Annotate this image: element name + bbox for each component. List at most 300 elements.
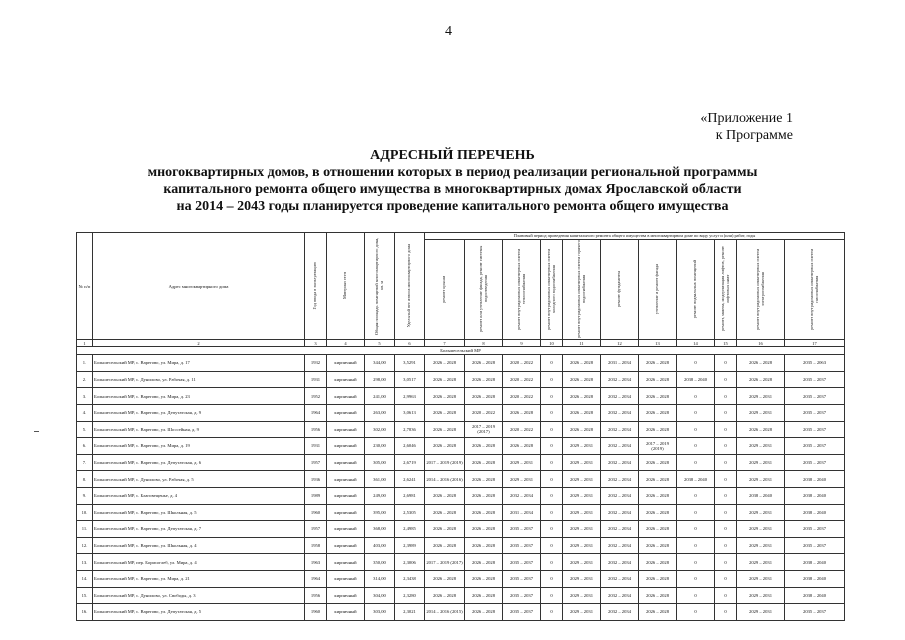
- table-cell: 2026 – 2028: [465, 570, 503, 587]
- table-cell: 2029 – 2031: [563, 587, 601, 604]
- table-cell: 2,7836: [395, 421, 425, 438]
- table-cell: 2026 – 2028: [425, 388, 465, 405]
- table-cell: 2020 – 2022: [503, 371, 541, 388]
- table-cell: 2026 – 2028: [737, 355, 785, 372]
- table-cell: 2017 – 2019 (2019): [639, 438, 677, 455]
- column-header: [465, 240, 503, 340]
- column-header-text: Адрес многоквартирного дома: [168, 283, 229, 289]
- column-header: [77, 233, 93, 340]
- table-cell: 2026 – 2028: [465, 454, 503, 471]
- table-cell: 1963: [305, 554, 327, 571]
- table-cell: 2014 – 2016 (2016): [425, 471, 465, 488]
- column-number: 10: [541, 340, 563, 347]
- table-cell: 2026 – 2028: [639, 587, 677, 604]
- column-number: 16: [737, 340, 785, 347]
- table-cell: 0: [677, 438, 715, 455]
- table-cell: 2029 – 2031: [563, 454, 601, 471]
- table-cell: 2032 – 2034: [601, 388, 639, 405]
- table-cell: 0: [677, 355, 715, 372]
- table-cell: 0: [541, 355, 563, 372]
- row-address: Большесельский МР, с. Варегово, ул. Мира, д. 17: [93, 355, 305, 372]
- table-cell: 0: [715, 355, 737, 372]
- table-cell: 2032 – 2034: [601, 554, 639, 571]
- row-number: 13.: [77, 554, 93, 571]
- column-number: 2: [93, 340, 305, 347]
- page-number: 4: [445, 24, 452, 39]
- table-cell: 2026 – 2028: [639, 471, 677, 488]
- table-cell: 2032 – 2034: [601, 371, 639, 388]
- table-cell: 0: [715, 604, 737, 621]
- table-cell: кирпичный: [327, 388, 365, 405]
- column-header-text: ремонт крыши: [441, 275, 447, 303]
- table-cell: кирпичный: [327, 570, 365, 587]
- table-cell: 1952: [305, 388, 327, 405]
- table-row: [77, 570, 845, 587]
- row-address: Большесельский МР, пер. Борисоглеб, ул. Мира, д. 4: [93, 554, 305, 571]
- table-cell: 2029 – 2031: [563, 487, 601, 504]
- table-row: [77, 487, 845, 504]
- table-cell: 305,00: [365, 454, 395, 471]
- table-row: [77, 404, 845, 421]
- column-header-text: утепление и ремонт фасада: [654, 263, 660, 315]
- table-cell: 0: [677, 570, 715, 587]
- table-cell: 2035 – 2037: [503, 587, 541, 604]
- table-cell: 2026 – 2028: [639, 487, 677, 504]
- column-header: [93, 233, 305, 340]
- column-header: [425, 240, 465, 340]
- table-cell: 3,5291: [395, 355, 425, 372]
- address-list-table: [76, 232, 845, 621]
- table-cell: 0: [541, 454, 563, 471]
- table-cell: 2032 – 2034: [601, 504, 639, 521]
- table-cell: 1956: [305, 587, 327, 604]
- table-row: [77, 371, 845, 388]
- table-cell: 2029 – 2031: [737, 388, 785, 405]
- table-row: [77, 471, 845, 488]
- table-cell: 2032 – 2034: [601, 537, 639, 554]
- row-address: Большесельский МР, с. Дуниловo, ул. Рабочая, д. 5: [93, 471, 305, 488]
- table-cell: 2026 – 2028: [639, 554, 677, 571]
- table-cell: 0: [541, 521, 563, 538]
- column-header: [503, 240, 541, 340]
- column-header: [395, 233, 425, 340]
- table-cell: 0: [715, 504, 737, 521]
- row-number: 4.: [77, 404, 93, 421]
- column-header-text: Удельный вес износа многоквартирного дома: [406, 243, 412, 328]
- table-cell: 302,00: [365, 421, 395, 438]
- row-number: 14.: [77, 570, 93, 587]
- appendix-note: [700, 110, 793, 144]
- table-cell: 2017 – 2019 (2019): [425, 454, 465, 471]
- table-cell: 2026 – 2028: [425, 487, 465, 504]
- table-cell: 2035 – 2037: [785, 388, 845, 405]
- title-line-2: многоквартирных домов, в отношении которых в период реализации региональной программы: [147, 165, 758, 180]
- table-row: [77, 355, 845, 372]
- column-header: [305, 233, 327, 340]
- table-cell: 0: [541, 587, 563, 604]
- column-header: [715, 240, 737, 340]
- table-cell: 0: [677, 587, 715, 604]
- table-cell: 2035 – 2063: [785, 355, 845, 372]
- table-cell: 2026 – 2028: [639, 521, 677, 538]
- table-cell: 0: [715, 454, 737, 471]
- row-number: 6.: [77, 438, 93, 455]
- table-cell: 314,00: [365, 570, 395, 587]
- table-cell: 0: [541, 471, 563, 488]
- table-cell: 2035 – 2037: [785, 438, 845, 455]
- table-cell: 2029 – 2031: [563, 521, 601, 538]
- table-cell: 2026 – 2028: [639, 537, 677, 554]
- table-cell: 2020 – 2022: [503, 355, 541, 372]
- column-header-text: ремонт внутридомовых инженерных систем горячего водоснабжения: [575, 240, 586, 338]
- table-cell: 0: [715, 421, 737, 438]
- table-cell: 2014 – 2016 (2015): [425, 604, 465, 621]
- table-cell: 2017 – 2019 (2017): [425, 554, 465, 571]
- table-cell: 2026 – 2028: [465, 504, 503, 521]
- table-cell: 2035 – 2037: [785, 421, 845, 438]
- column-header: [327, 233, 365, 340]
- row-address: Большесельский МР, с. Дуниловo, ул. Рабочая, д. 11: [93, 371, 305, 388]
- table-cell: 1932: [305, 355, 327, 372]
- table-cell: 1931: [305, 438, 327, 455]
- table-cell: 2026 – 2028: [503, 438, 541, 455]
- column-number: 12: [601, 340, 639, 347]
- column-number: 14: [677, 340, 715, 347]
- table-cell: 2026 – 2028: [465, 521, 503, 538]
- title-line-4: на 2014 – 2043 годы планируется проведение капитального ремонта общего имущества: [176, 199, 729, 214]
- table-cell: 2038 – 2040: [785, 487, 845, 504]
- table-cell: 0: [715, 471, 737, 488]
- table-cell: 1936: [305, 471, 327, 488]
- appendix-line-2: к Программе: [715, 128, 793, 143]
- table-cell: 2038 – 2040: [785, 570, 845, 587]
- group-row: [77, 347, 845, 355]
- table-cell: 1958: [305, 537, 327, 554]
- table-cell: 2032 – 2034: [601, 521, 639, 538]
- table-cell: 1957: [305, 521, 327, 538]
- column-number: 15: [715, 340, 737, 347]
- table-cell: 2026 – 2028: [465, 355, 503, 372]
- table-cell: 0: [677, 421, 715, 438]
- table-cell: 0: [677, 604, 715, 621]
- header-row: [77, 233, 845, 240]
- table-row: [77, 438, 845, 455]
- row-number: 2.: [77, 371, 93, 388]
- table-cell: кирпичный: [327, 371, 365, 388]
- row-number: 1.: [77, 355, 93, 372]
- table-cell: 361,00: [365, 471, 395, 488]
- row-address: Большесельский МР, с. Варегово, ул. Депутатская, д. 9: [93, 404, 305, 421]
- table-cell: 2026 – 2028: [425, 570, 465, 587]
- table-cell: 2032 – 2034: [601, 421, 639, 438]
- table-cell: 0: [715, 438, 737, 455]
- column-number: 6: [395, 340, 425, 347]
- table-cell: 2,6241: [395, 471, 425, 488]
- table-row: [77, 504, 845, 521]
- table-cell: кирпичный: [327, 504, 365, 521]
- table-cell: 0: [541, 570, 563, 587]
- table-cell: 2029 – 2031: [737, 587, 785, 604]
- table-cell: 2,3021: [395, 604, 425, 621]
- table-cell: кирпичный: [327, 454, 365, 471]
- table-cell: 2029 – 2031: [563, 537, 601, 554]
- table-cell: кирпичный: [327, 404, 365, 421]
- table-cell: кирпичный: [327, 471, 365, 488]
- table-cell: 2026 – 2028: [425, 504, 465, 521]
- table-cell: 1989: [305, 487, 327, 504]
- column-number: 5: [365, 340, 395, 347]
- document-title: [0, 147, 905, 215]
- table-cell: 303,00: [365, 604, 395, 621]
- table-cell: 0: [715, 570, 737, 587]
- title-line-1: АДРЕСНЫЙ ПЕРЕЧЕНЬ: [370, 148, 535, 163]
- table-cell: 2029 – 2031: [737, 471, 785, 488]
- table-cell: 2038 – 2040: [785, 554, 845, 571]
- table-cell: 2038 – 2040: [677, 371, 715, 388]
- table-cell: 0: [541, 504, 563, 521]
- row-address: Большесельский МР, с. Благовещенье, д. 4: [93, 487, 305, 504]
- row-address: Большесельский МР, с. Варегово, ул. Мира, д. 23: [93, 388, 305, 405]
- table-cell: 2026 – 2028: [425, 521, 465, 538]
- table-cell: 1960: [305, 504, 327, 521]
- table-cell: 2026 – 2028: [639, 388, 677, 405]
- table-cell: 2,6719: [395, 454, 425, 471]
- table-cell: кирпичный: [327, 604, 365, 621]
- table-cell: 3,0517: [395, 371, 425, 388]
- table-cell: 2032 – 2034: [601, 487, 639, 504]
- column-header-text: № п/п: [78, 283, 91, 289]
- column-number-row: [77, 340, 845, 347]
- column-number: 1: [77, 340, 93, 347]
- column-number: 17: [785, 340, 845, 347]
- table-cell: 0: [541, 421, 563, 438]
- table-cell: 0: [715, 404, 737, 421]
- row-number: 16.: [77, 604, 93, 621]
- table-cell: 2,5305: [395, 504, 425, 521]
- row-address: Большесельский МР, с. Варегово, ул. Депутатская, д. 7: [93, 521, 305, 538]
- table-cell: 0: [715, 537, 737, 554]
- table-cell: 2,3280: [395, 587, 425, 604]
- table-cell: 2029 – 2031: [737, 438, 785, 455]
- table-cell: 0: [541, 438, 563, 455]
- table-cell: 2032 – 2034: [601, 438, 639, 455]
- table-cell: 249,00: [365, 487, 395, 504]
- table-cell: 2026 – 2028: [639, 404, 677, 421]
- table-row: [77, 521, 845, 538]
- table-cell: кирпичный: [327, 355, 365, 372]
- table-row: [77, 554, 845, 571]
- table-cell: 2029 – 2031: [563, 438, 601, 455]
- table-cell: 2026 – 2028: [465, 471, 503, 488]
- table-cell: 2026 – 2028: [425, 404, 465, 421]
- margin-mark: [34, 431, 39, 432]
- table-cell: кирпичный: [327, 537, 365, 554]
- table-cell: 0: [677, 388, 715, 405]
- table-cell: 2026 – 2028: [425, 371, 465, 388]
- table-cell: 2035 – 2037: [503, 537, 541, 554]
- table-cell: 1931: [305, 371, 327, 388]
- table-cell: 2029 – 2031: [503, 471, 541, 488]
- table-cell: 2032 – 2034: [601, 587, 639, 604]
- column-header-text: ремонт внутридомовых инженерных систем теплоснабжения: [515, 248, 526, 330]
- table-cell: 2038 – 2040: [785, 471, 845, 488]
- table-cell: 2035 – 2037: [503, 554, 541, 571]
- column-header-text: ремонт фундамента: [616, 270, 622, 308]
- table-cell: 2032 – 2034: [601, 471, 639, 488]
- column-header: [601, 240, 639, 340]
- table-cell: 0: [715, 371, 737, 388]
- table-cell: 0: [677, 521, 715, 538]
- table-cell: 2,4985: [395, 521, 425, 538]
- table-cell: 2,3438: [395, 570, 425, 587]
- table-cell: 0: [677, 554, 715, 571]
- table-cell: 2026 – 2028: [639, 454, 677, 471]
- table-cell: кирпичный: [327, 438, 365, 455]
- table-row: [77, 388, 845, 405]
- row-address: Большесельский МР, с. Дуниловo, ул. Свободы, д. 3: [93, 587, 305, 604]
- table-cell: 2026 – 2028: [639, 371, 677, 388]
- table-cell: 2026 – 2028: [737, 371, 785, 388]
- table-cell: 2026 – 2028: [465, 604, 503, 621]
- column-header: [639, 240, 677, 340]
- table-cell: 0: [715, 587, 737, 604]
- row-number: 15.: [77, 587, 93, 604]
- table-cell: 0: [677, 404, 715, 421]
- table-cell: 0: [715, 521, 737, 538]
- column-number: 11: [563, 340, 601, 347]
- table-cell: 2026 – 2028: [639, 604, 677, 621]
- table-cell: 2035 – 2037: [785, 454, 845, 471]
- table-cell: 2029 – 2031: [737, 604, 785, 621]
- table-cell: 2035 – 2037: [785, 371, 845, 388]
- table-cell: 2026 – 2028: [425, 587, 465, 604]
- table-cell: 2035 – 2037: [503, 570, 541, 587]
- table-cell: 2,3989: [395, 537, 425, 554]
- table-cell: 0: [677, 504, 715, 521]
- table-cell: 0: [677, 454, 715, 471]
- column-header: [541, 240, 563, 340]
- table-cell: 2035 – 2037: [503, 604, 541, 621]
- table-cell: 2020 – 2022: [503, 421, 541, 438]
- column-header: [563, 240, 601, 340]
- table-cell: 2026 – 2028: [737, 421, 785, 438]
- table-cell: 2029 – 2031: [563, 604, 601, 621]
- table-row: [77, 537, 845, 554]
- period-header: Плановый период проведения капитального ремонта общего имущества в многоквартирном доме по виду услуг и (или) работ, годы: [425, 233, 845, 240]
- table-row: [77, 587, 845, 604]
- table-cell: 2026 – 2028: [465, 537, 503, 554]
- row-number: 3.: [77, 388, 93, 405]
- table-cell: 0: [541, 388, 563, 405]
- table-cell: 2032 – 2034: [601, 604, 639, 621]
- table-cell: 0: [541, 554, 563, 571]
- row-number: 8.: [77, 471, 93, 488]
- row-number: 5.: [77, 421, 93, 438]
- row-address: Большесельский МР, с. Варегово, ул. Школьная, д. 4: [93, 537, 305, 554]
- table-cell: 1964: [305, 404, 327, 421]
- table-cell: 2029 – 2031: [737, 521, 785, 538]
- row-number: 12.: [77, 537, 93, 554]
- table-cell: 2035 – 2037: [785, 537, 845, 554]
- table-cell: 2026 – 2028: [503, 404, 541, 421]
- group-label: Большесельский МР: [77, 347, 845, 355]
- table-cell: кирпичный: [327, 554, 365, 571]
- column-header-text: Общая площадь помещений многоквартирного дома, кв. м: [373, 236, 384, 335]
- table-cell: 1960: [305, 604, 327, 621]
- table-cell: 2026 – 2028: [639, 504, 677, 521]
- table-cell: 403,00: [365, 537, 395, 554]
- column-header-text: Материал стен: [342, 271, 348, 299]
- table-cell: 2032 – 2034: [503, 487, 541, 504]
- table-cell: 2026 – 2028: [425, 421, 465, 438]
- table-cell: 3,0613: [395, 404, 425, 421]
- table-cell: 2026 – 2028: [563, 355, 601, 372]
- table-row: [77, 454, 845, 471]
- table-cell: 2029 – 2031: [563, 570, 601, 587]
- column-header-text: ремонт или утепление фасада, ремонт системы водоотведения: [477, 245, 488, 333]
- table-cell: 0: [541, 537, 563, 554]
- column-header-text: ремонт подвальных помещений: [692, 259, 698, 319]
- row-address: Большесельский МР, с. Варегово, ул. Депутатская, д. 5: [93, 604, 305, 621]
- table-cell: 241,00: [365, 388, 395, 405]
- table-cell: 2020 – 2022: [503, 388, 541, 405]
- table-cell: 1964: [305, 570, 327, 587]
- table-cell: 2029 – 2031: [563, 554, 601, 571]
- table-cell: 2032 – 2034: [601, 454, 639, 471]
- table-cell: 263,00: [365, 404, 395, 421]
- title-line-3: капитального ремонта общего имущества в многоквартирных домах Ярославской области: [163, 182, 742, 197]
- column-header: [785, 240, 845, 340]
- column-number: 7: [425, 340, 465, 347]
- table-cell: 2032 – 2034: [601, 404, 639, 421]
- table-cell: 2026 – 2028: [465, 371, 503, 388]
- table-cell: 2038 – 2040: [737, 487, 785, 504]
- table-cell: кирпичный: [327, 521, 365, 538]
- table-cell: 2029 – 2031: [737, 504, 785, 521]
- appendix-line-1: «Приложение 1: [700, 111, 793, 126]
- table-cell: 2032 – 2034: [601, 570, 639, 587]
- table-cell: 395,00: [365, 504, 395, 521]
- table-cell: 368,00: [365, 521, 395, 538]
- table-cell: 0: [541, 604, 563, 621]
- row-address: Большесельский МР, с. Варегово, ул. Мира, д. 19: [93, 438, 305, 455]
- table-cell: 0: [715, 487, 737, 504]
- table-cell: 2038 – 2040: [677, 471, 715, 488]
- table-cell: 344,00: [365, 355, 395, 372]
- table-cell: 2031 – 2034: [503, 504, 541, 521]
- table-row: [77, 421, 845, 438]
- table-cell: 2035 – 2037: [785, 521, 845, 538]
- table-cell: 2038 – 2040: [785, 587, 845, 604]
- row-address: Большесельский МР, с. Варегово, ул. Школьная, д. 5: [93, 504, 305, 521]
- table-cell: 2,9963: [395, 388, 425, 405]
- table-cell: 2029 – 2031: [737, 404, 785, 421]
- row-address: Большесельский МР, с. Варегово, ул. Мира, д. 21: [93, 570, 305, 587]
- table-cell: 2026 – 2028: [425, 537, 465, 554]
- column-header-text: ремонт внутридомовых инженерных систем газоснабжения: [808, 248, 819, 330]
- table-cell: 0: [715, 388, 737, 405]
- row-number: 11.: [77, 521, 93, 538]
- table-cell: 2,6981: [395, 487, 425, 504]
- table-cell: 2029 – 2031: [737, 454, 785, 471]
- table-cell: 2017 – 2019 (2017): [465, 421, 503, 438]
- table-cell: 2,3006: [395, 554, 425, 571]
- column-header: [677, 240, 715, 340]
- table-cell: 1957: [305, 454, 327, 471]
- column-header-text: Год ввода в эксплуатацию: [312, 261, 318, 310]
- row-address: Большесельский МР, с. Варегово, ул. Депутатская, д. 6: [93, 454, 305, 471]
- table-cell: 2026 – 2028: [563, 371, 601, 388]
